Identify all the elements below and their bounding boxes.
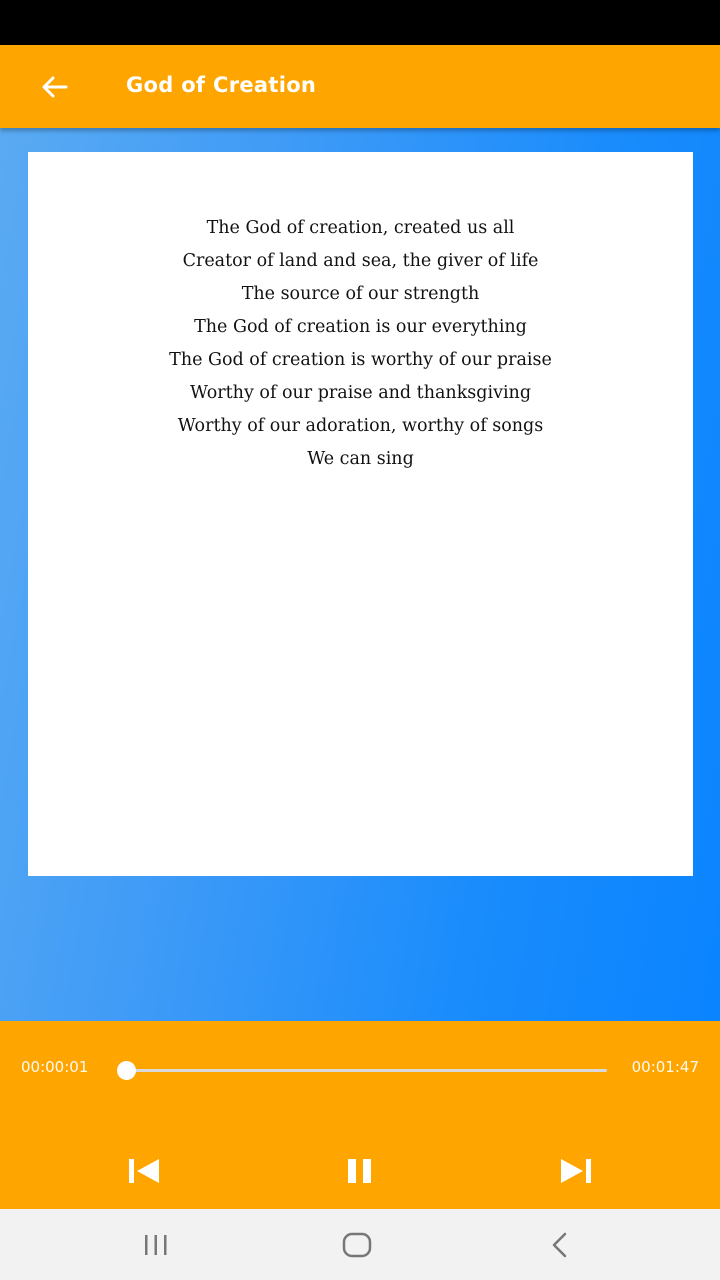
back-button[interactable] xyxy=(32,65,76,109)
app-bar xyxy=(0,45,720,128)
recents-button[interactable] xyxy=(136,1225,176,1265)
lyrics-text xyxy=(28,212,693,476)
elapsed-time: 00:00:01 xyxy=(21,1058,89,1076)
lyric-line: Worthy of our adoration, worthy of songs xyxy=(177,416,544,436)
nav-back-button[interactable] xyxy=(540,1225,580,1265)
status-bar xyxy=(0,0,720,45)
lyric-line: We can sing xyxy=(307,449,414,469)
skip-previous-icon xyxy=(127,1157,161,1185)
audio-player xyxy=(0,1021,720,1209)
home-icon xyxy=(341,1231,373,1259)
previous-button[interactable] xyxy=(122,1151,166,1191)
lyric-line: Creator of land and sea, the giver of life xyxy=(182,251,539,271)
system-nav-bar xyxy=(0,1209,720,1280)
skip-next-icon xyxy=(559,1157,593,1185)
next-button[interactable] xyxy=(554,1151,598,1191)
seek-thumb[interactable] xyxy=(117,1061,136,1080)
lyric-line: The God of creation is our everything xyxy=(194,317,527,337)
page-title: God of Creation xyxy=(126,73,317,97)
arrow-left-icon xyxy=(40,75,68,99)
total-time: 00:01:47 xyxy=(631,1058,699,1076)
content-area xyxy=(0,128,720,1021)
nav-back-icon xyxy=(549,1231,571,1259)
pause-icon xyxy=(346,1157,374,1185)
lyric-line: Worthy of our praise and thanksgiving xyxy=(189,383,532,403)
recents-icon xyxy=(141,1232,171,1258)
home-button[interactable] xyxy=(337,1225,377,1265)
play-pause-button[interactable] xyxy=(338,1151,382,1191)
seek-bar[interactable] xyxy=(121,1069,607,1072)
lyric-line: The God of creation, created us all xyxy=(206,218,515,238)
lyrics-card xyxy=(28,152,693,876)
lyric-line: The source of our strength xyxy=(241,284,480,304)
lyric-line: The God of creation is worthy of our praise xyxy=(169,350,552,370)
